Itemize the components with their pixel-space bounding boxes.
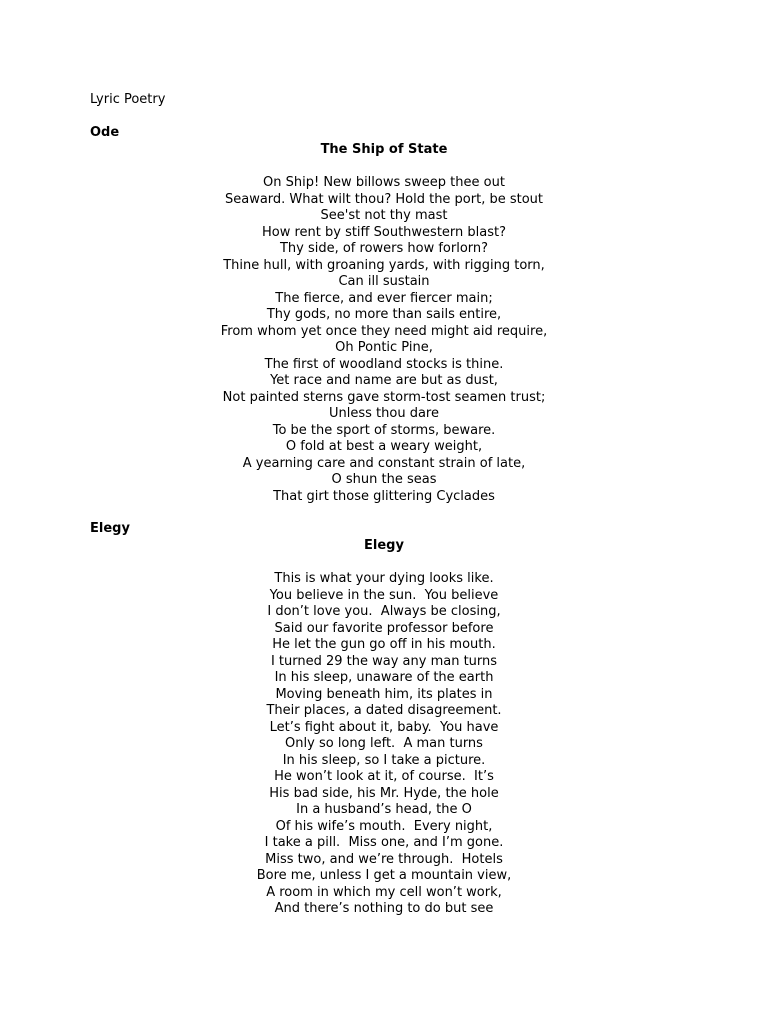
poem-line: Unless thou dare [329,406,439,421]
poem-elegy [90,538,678,918]
poem-line: Oh Pontic Pine, [335,340,433,355]
poem-line: A room in which my cell won’t work, [266,884,502,900]
poem-line: In his sleep, unaware of the earth [274,670,494,685]
poem-ode [90,142,678,505]
poem-line: O shun the seas [331,472,437,487]
section-label-elegy: Elegy [90,521,130,536]
poem-line: Of his wife’s mouth. Every night, [275,818,493,834]
poem-line: A yearning care and constant strain of late, [242,455,526,471]
poem-line: That girt those glittering Cyclades [273,488,495,504]
poem-line: The first of woodland stocks is thine. [264,356,504,372]
poem-line: How rent by stiff Southwestern blast? [261,224,507,240]
poem-line: Moving beneath him, its plates in [275,686,493,702]
poem-line: Seaward. What wilt thou? Hold the port, be stout [224,191,544,207]
poem-lines-elegy [90,571,678,918]
poem-line: Thine hull, with groaning yards, with rigging torn, [223,257,545,273]
poem-line: Let’s fight about it, baby. You have [269,719,499,735]
poem-line: I take a pill. Miss one, and I’m gone. [264,835,504,850]
poem-line: Only so long left. A man turns [285,736,483,751]
poem-line: To be the sport of storms, beware. [272,422,496,438]
poem-line: O fold at best a weary weight, [285,439,483,454]
poem-line: And there’s nothing to do but see [274,901,494,916]
poem-line: I don’t love you. Always be closing, [267,604,501,619]
poem-line: From whom yet once they need might aid require, [220,323,548,339]
poem-line: On Ship! New billows sweep thee out [263,175,505,190]
section-label-ode: Ode [90,125,120,140]
poem-line: In his sleep, so I take a picture. [282,752,486,768]
poem-line: Said our favorite professor before [274,620,494,636]
poem-line: I turned 29 the way any man turns [270,653,498,669]
poem-title-elegy: Elegy [364,538,404,553]
poem-line: See'st not thy mast [320,208,448,223]
poem-line: Can ill sustain [338,274,430,289]
poem-line: In a husband’s head, the O [296,802,472,817]
poem-line: He let the gun go off in his mouth. [272,637,496,652]
poem-line: Their places, a dated disagreement. [266,703,502,718]
poem-line: The fierce, and ever fiercer main; [275,290,493,306]
poem-line: He won’t look at it, of course. It’s [274,769,494,784]
poem-line: This is what your dying looks like. [274,571,494,586]
poem-line: Yet race and name are but as dust, [270,373,498,388]
poem-line: Miss two, and we’re through. Hotels [265,851,503,867]
poem-line: Thy gods, no more than sails entire, [266,307,502,322]
poem-line: His bad side, his Mr. Hyde, the hole [269,785,499,801]
poem-line: Thy side, of rowers how forlorn? [279,241,489,256]
poem-line: Not painted sterns gave storm-tost seamen trust; [222,389,546,405]
poem-line: You believe in the sun. You believe [269,587,499,603]
poem-lines-ode [90,175,678,505]
poem-title-ode: The Ship of State [320,142,448,157]
poem-line: Bore me, unless I get a mountain view, [256,868,512,883]
document-heading: Lyric Poetry [90,92,166,107]
